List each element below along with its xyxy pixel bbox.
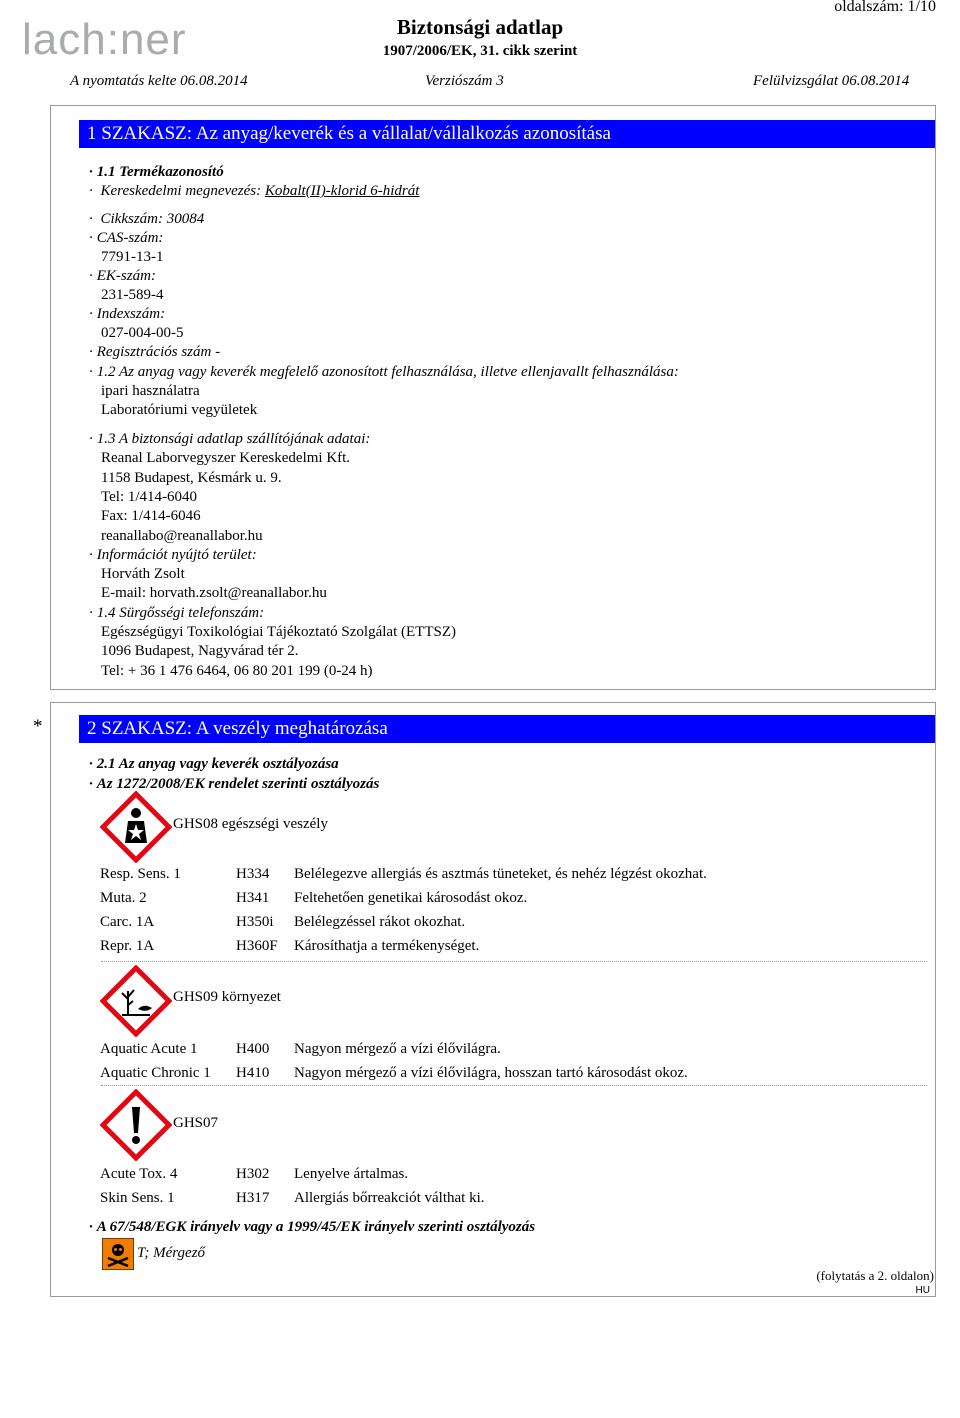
emergency-tel: Tel: + 36 1 476 6464, 06 80 201 199 (0-24 h) [101,663,373,679]
divider [101,961,927,962]
exclamation-mark-icon [100,1089,172,1161]
hazard-code: H410 [236,1065,270,1081]
hazard-statement: Feltehetően genetikai károsodást okoz. [294,890,528,906]
supplier-address: 1158 Budapest, Késmárk u. 9. [101,470,282,486]
supplier-fax: Fax: 1/414-6046 [101,508,201,524]
ec-value: 231-589-4 [101,287,164,303]
hazard-class: Muta. 2 [100,890,147,906]
print-date: A nyomtatás kelte 06.08.2014 [70,73,248,89]
continuation-note: (folytatás a 2. oldalon) [816,1268,934,1283]
hazard-class: Aquatic Chronic 1 [100,1065,211,1081]
info-email[interactable]: E-mail: horvath.zsolt@reanallabor.hu [101,585,327,601]
hazard-code: H360F [236,938,278,954]
ghs07-label: GHS07 [173,1115,219,1131]
ghs08-label: GHS08 egészségi veszély [173,816,328,832]
supplier-tel: Tel: 1/414-6040 [101,489,198,505]
change-marker: * [33,716,43,737]
hazard-code: H334 [236,866,270,882]
hazard-code: H317 [236,1190,270,1206]
hazard-class: Aquatic Acute 1 [100,1041,198,1057]
supplier-name: Reanal Laborvegyszer Kereskedelmi Kft. [101,450,351,466]
section-1-title: 1 SZAKASZ: Az anyag/keverék és a vállalat/vállalkozás azonosítása [79,120,935,148]
hazard-class: Repr. 1A [100,938,155,954]
health-hazard-icon [100,791,172,863]
dsd-heading: · A 67/548/EGK irányelv vagy a 1999/45/EK irányelv szerinti osztályozás [89,1217,535,1237]
hazard-statement: Nagyon mérgező a vízi élővilágra, hosszan tartó károsodást okoz. [294,1065,688,1081]
trade-name-label: Kereskedelmi megnevezés: [100,183,262,199]
section-1-frame [50,105,936,690]
page-number: oldalszám: 1/10 [834,0,936,15]
article-number-row [89,209,204,229]
hazard-statement: Belélegzéssel rákot okozhat. [294,914,466,930]
info-name: Horváth Zsolt [101,566,185,582]
hazard-code: H302 [236,1166,270,1182]
hazard-code: H350i [236,914,274,930]
trade-name-row [89,181,419,201]
index-label: · Indexszám: [89,304,165,324]
info-heading: · Információt nyújtó terület: [89,545,257,565]
ec-label: · EK-szám: [89,266,156,286]
revision-date: Felülvizsgálat 06.08.2014 [753,73,910,89]
hazard-statement: Lenyelve ártalmas. [294,1166,409,1182]
hazard-class: Acute Tox. 4 [100,1166,178,1182]
section-2-frame [50,702,936,1297]
registration-number: · Regisztrációs szám - [89,342,220,362]
cas-value: 7791-13-1 [101,249,164,265]
article-number-label: Cikkszám: [100,211,163,227]
emergency-heading: · 1.4 Sürgősségi telefonszám: [89,603,264,623]
trade-name-value: Kobalt(II)-klorid 6-hidrát [264,183,420,199]
classification-heading: · 2.1 Az anyag vagy keverék osztályozása [89,754,339,774]
uses-heading: · 1.2 Az anyag vagy keverék megfelelő azonosított felhasználása, illetve ellenjavallt felhasználása: [89,362,679,382]
clp-heading: · Az 1272/2008/EK rendelet szerinti osztályozás [89,774,379,794]
hazard-statement: Allergiás bőrreakciót válthat ki. [294,1190,485,1206]
use-1: ipari használatra [101,383,200,399]
hazard-class: Carc. 1A [100,914,155,930]
supplier-email[interactable]: reanallabo@reanallabor.hu [101,528,263,544]
section-2-title: 2 SZAKASZ: A veszély meghatározása [79,715,935,743]
version-number: Verziószám 3 [425,73,504,89]
hazard-statement: Belélegezve allergiás és asztmás tüneteket, és nehéz légzést okozhat. [294,866,707,882]
ghs09-label: GHS09 környezet [173,989,281,1005]
cas-label: · CAS-szám: [89,228,163,248]
index-value: 027-004-00-5 [101,325,184,341]
divider [101,1085,927,1086]
dsd-label: T; Mérgező [137,1245,206,1261]
product-id-heading: · 1.1 Termékazonosító [89,162,224,182]
hazard-code: H400 [236,1041,270,1057]
environment-hazard-icon [100,965,172,1037]
emergency-org: Egészségügyi Toxikológiai Tájékoztató Szolgálat (ETTSZ) [101,624,456,640]
supplier-heading: · 1.3 A biztonsági adatlap szállítójának adatai: [89,429,370,449]
logo-text: lach:ner [22,15,187,64]
hazard-class: Resp. Sens. 1 [100,866,181,882]
use-2: Laboratóriumi vegyületek [101,402,258,418]
hazard-class: Skin Sens. 1 [100,1190,175,1206]
document-title: Biztonsági adatlap [396,15,564,39]
language-code: HU [915,1285,930,1296]
emergency-address: 1096 Budapest, Nagyvárad tér 2. [101,643,299,659]
hazard-statement: Nagyon mérgező a vízi élővilágra. [294,1041,501,1057]
article-number-value: 30084 [166,211,205,227]
document-subtitle: 1907/2006/EK, 31. cikk szerint [382,43,578,59]
skull-crossbones-icon [102,1238,134,1270]
hazard-code: H341 [236,890,270,906]
hazard-statement: Károsíthatja a termékenységet. [294,938,480,954]
